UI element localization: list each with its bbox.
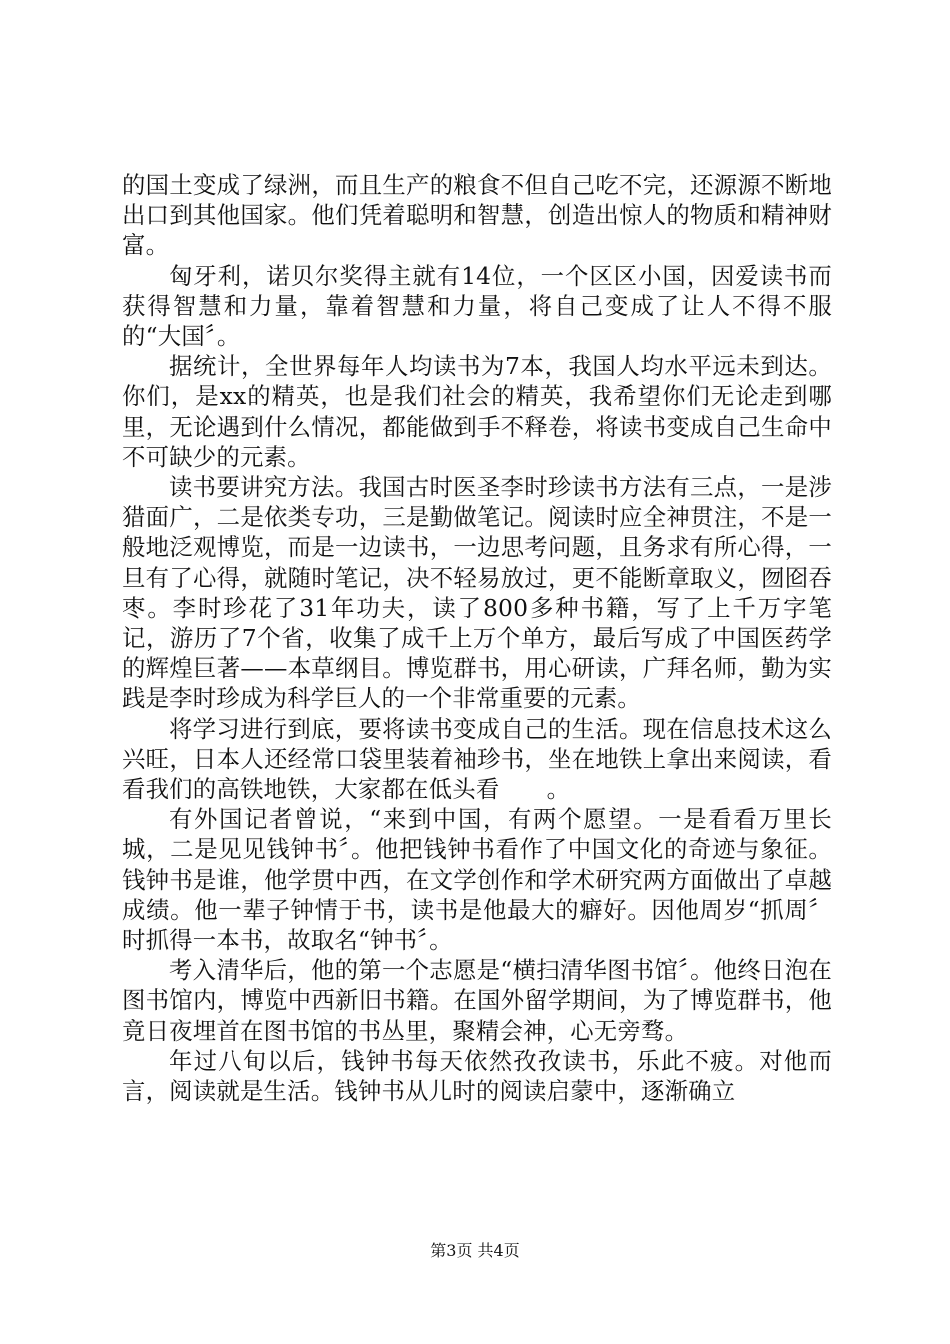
paragraph-hungary: 匈牙利，诺贝尔奖得主就有14位，一个区区小国，因爱读书而获得智慧和力量，靠着智慧和力量，将自己变成了让人不得不服的“大国〞。 [122,261,832,351]
paragraph-statistics: 据统计，全世界每年人均读书为7本，我国人均水平远未到达。你们，是xx的精英，也是我们社会的精英，我希望你们无论走到哪里，无论遇到什么情况，都能做到手不释卷，将读书变成自己生命中不可缺少的元素。 [122,352,832,471]
paragraph-continued: 的国土变成了绿洲，而且生产的粮食不但自己吃不完，还源源不断地出口到其他国家。他们凭着聪明和智慧，创造出惊人的物质和精神财富。 [122,171,832,260]
paragraph-reading-life: 将学习进行到底，要将读书变成自己的生活。现在信息技术这么兴旺，日本人还经常口袋里装着袖珍书，坐在地铁上拿出来阅读，看看我们的高铁地铁，大家都在低头看 。 [122,714,832,804]
paragraph-qian-zhongshu: 有外国记者曾说，“来到中国，有两个愿望。一是看看万里长城，二是见见钱钟书〞。他把钱钟书看作了中国文化的奇迹与象征。钱钟书是谁，他学贯中西，在文学创作和学术研究两方面做出了卓越成绩。他一辈子钟情于书，读书是他最大的癖好。因他周岁“抓周〞时抓得一本书，故取名“钟书〞。 [122,805,832,955]
document-body [122,170,832,1106]
paragraph-reading-method: 读书要讲究方法。我国古时医圣李时珍读书方法有三点，一是涉猎面广，二是依类专功，三是勤做笔记。阅读时应全神贯注，不是一般地泛观博览，而是一边读书，一边思考问题，且务求有所心得，一旦有了心得，就随时笔记，决不轻易放过，更不能断章取义，囫囵吞枣。李时珍花了31年功夫，读了800多种书籍，写了上千万字笔记，游历了7个省，收集了成千上万个单方，最后写成了中国医药学的辉煌巨著——本草纲目。博览群书，用心研读，广拜名师，勤为实践是李时珍成为科学巨人的一个非常重要的元素。 [122,473,832,713]
paragraph-tsinghua: 考入清华后，他的第一个志愿是“横扫清华图书馆〞。他终日泡在图书馆内，博览中西新旧书籍。在国外留学期间，为了博览群书，他竟日夜埋首在图书馆的书丛里，聚精会神，心无旁骛。 [122,956,832,1045]
page-number-footer: 第3页 共4页 [430,1241,520,1260]
paragraph-old-age: 年过八旬以后，钱钟书每天依然孜孜读书，乐此不疲。对他而言，阅读就是生活。钱钟书从儿时的阅读启蒙中，逐渐确立 [122,1046,832,1106]
